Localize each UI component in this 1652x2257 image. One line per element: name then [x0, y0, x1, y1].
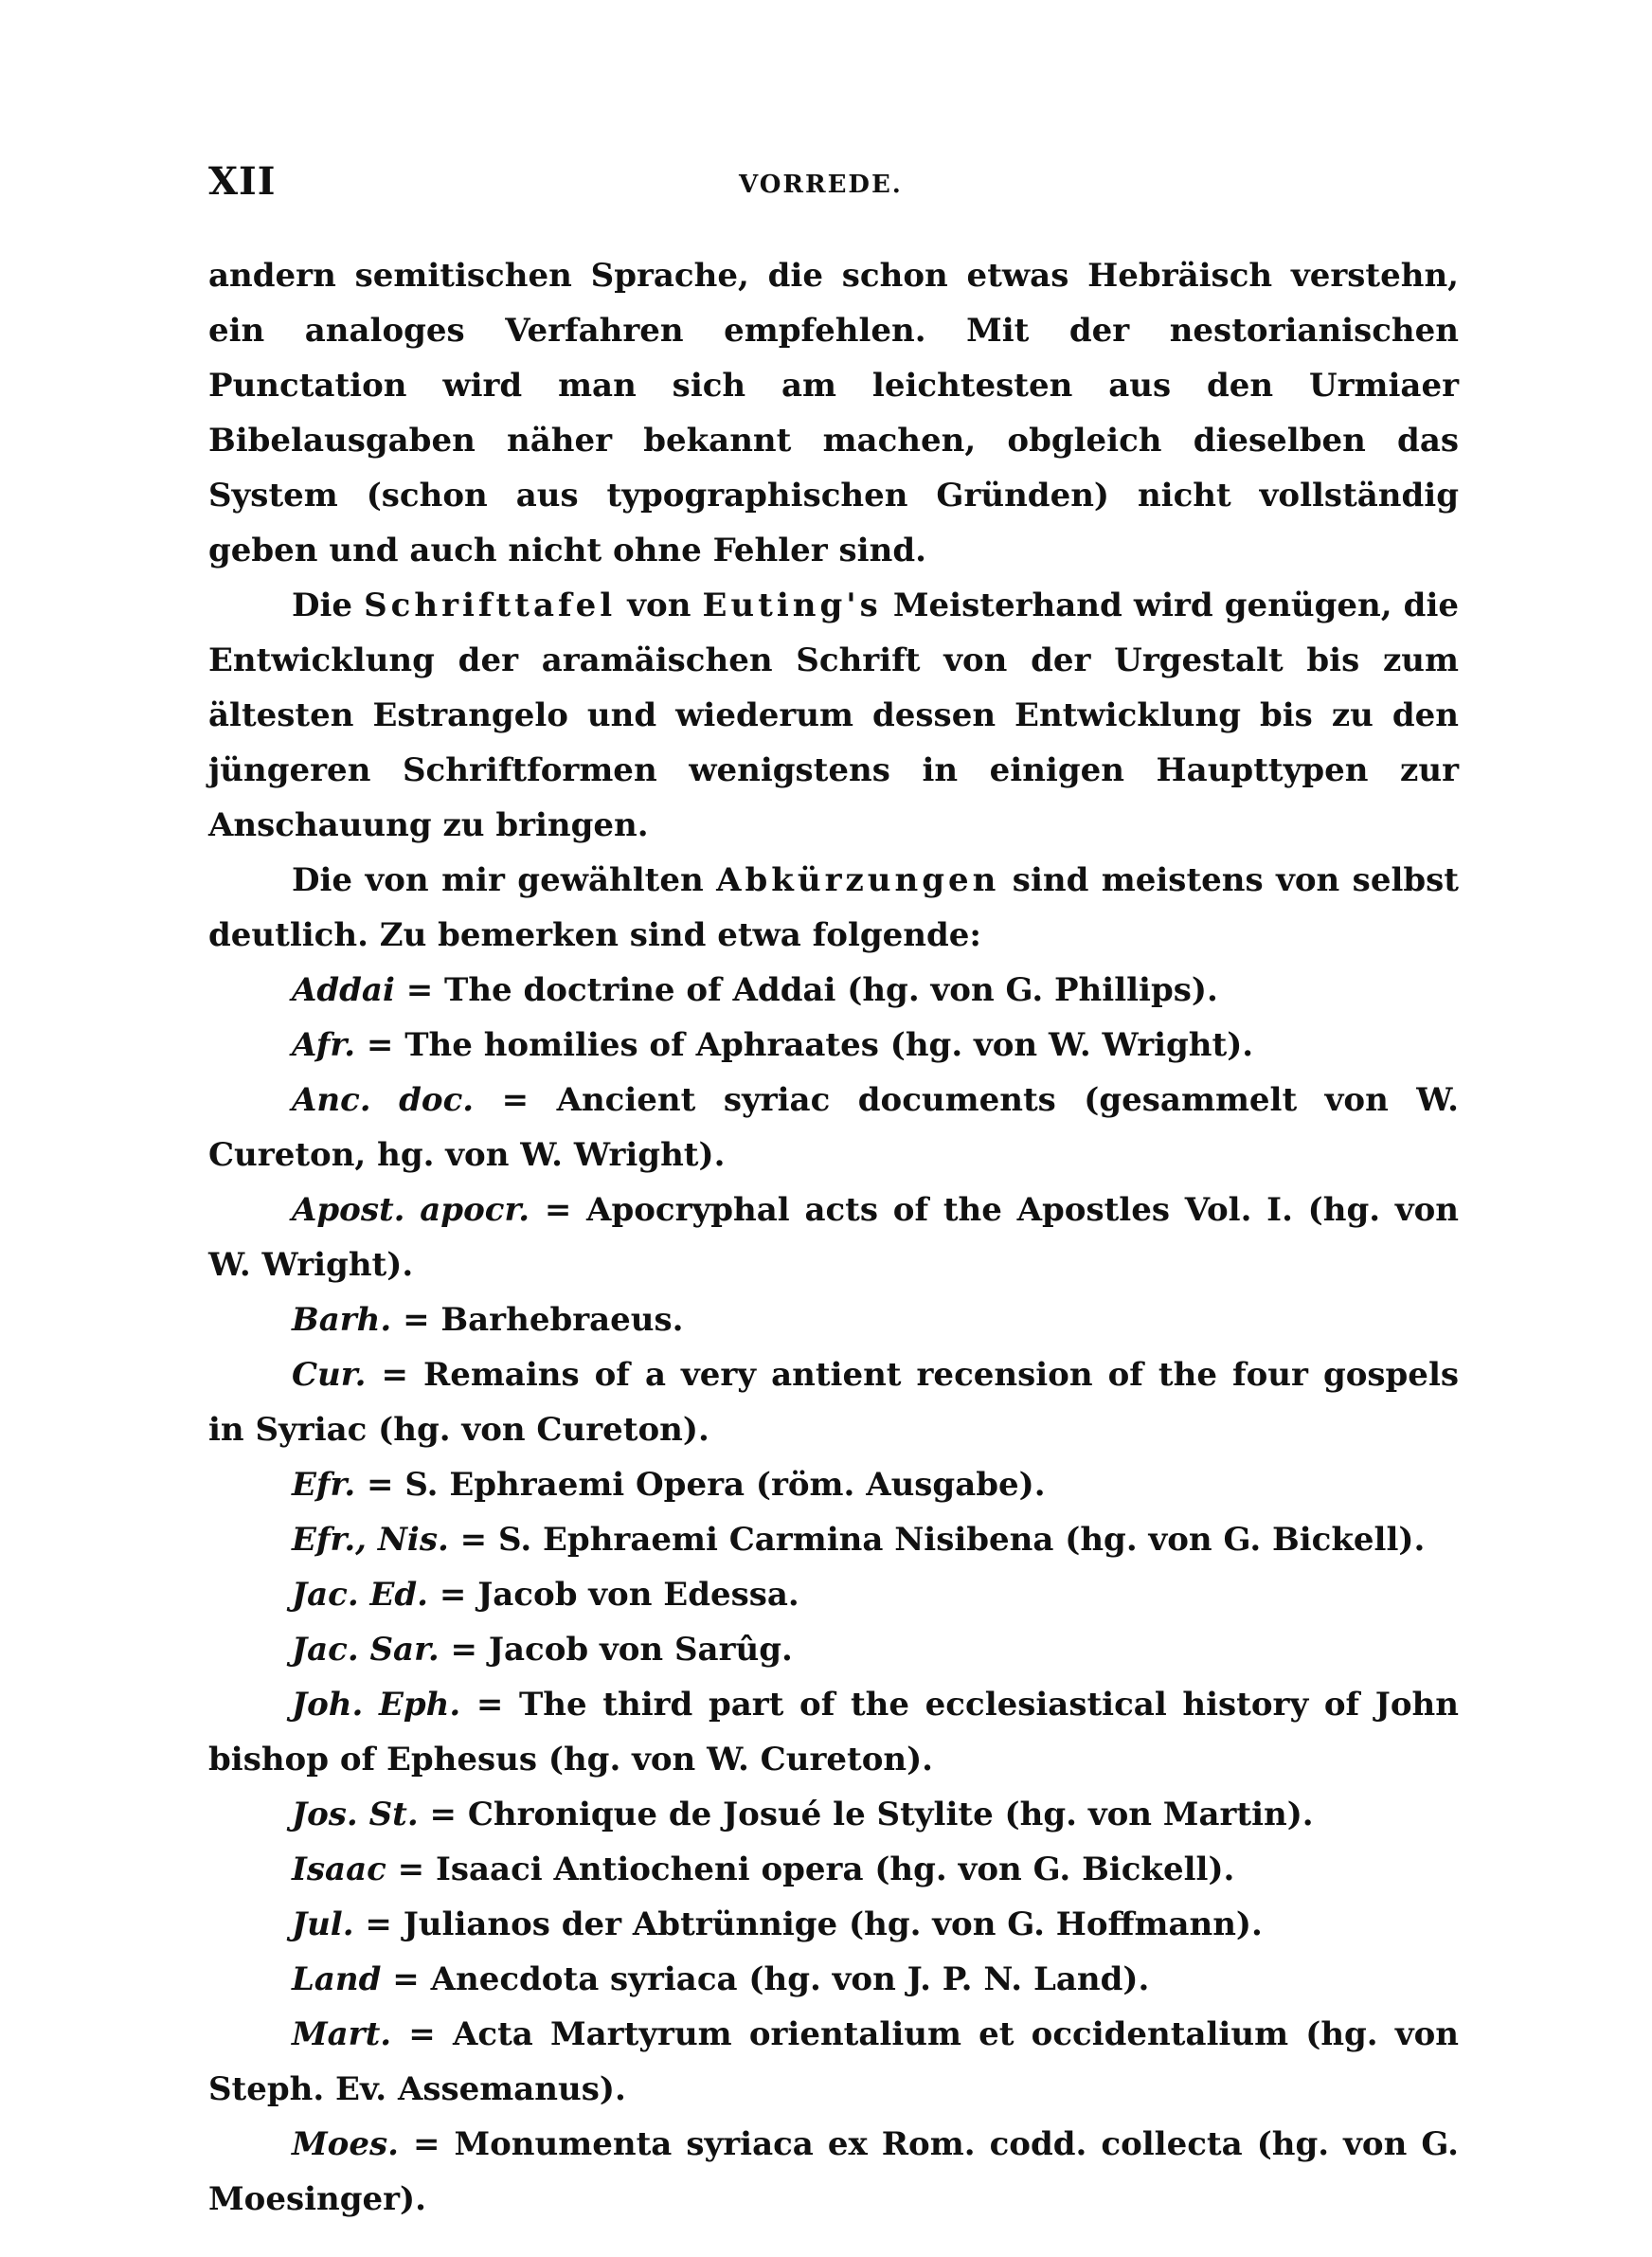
- abbreviation-term: Barh.: [292, 1301, 392, 1339]
- paragraph-text: Meisterhand wird genügen, die Entwicklung der aramäischen Schrift von der Urgestalt bis zum ältesten Estrangelo und wiederum dessen Entwicklung bis zu den jüngeren Schriftformen wenigstens in einigen Haupttypen zur Anschauung zu bringen.: [208, 587, 1460, 844]
- abbreviation-entry: [208, 1842, 1459, 1897]
- abbreviation-list: [208, 963, 1459, 2227]
- abbreviation-term: Jul.: [292, 1905, 354, 1943]
- abbreviation-term: Jac. Sar.: [292, 1631, 440, 1669]
- page-body: [208, 248, 1459, 2227]
- abbreviation-description: = Apocryphal acts of the Apostles Vol. I. (hg. von W. Wright).: [208, 1191, 1459, 1284]
- abbreviation-description: = S. Ephraemi Opera (röm. Ausgabe).: [355, 1466, 1046, 1504]
- paragraph-text: Die: [292, 587, 365, 624]
- abbreviation-entry: [208, 1347, 1459, 1457]
- abbreviation-entry: [208, 2007, 1459, 2117]
- abbreviation-description: = Remains of a very antient recension of the four gospels in Syriac (hg. von Cureton).: [208, 1356, 1459, 1449]
- abbreviation-term: Moes.: [292, 2125, 399, 2163]
- abbreviation-description: = Anecdota syriaca (hg. von J. P. N. Land).: [381, 1960, 1150, 1998]
- abbreviation-description: = Jacob von Edessa.: [428, 1576, 799, 1614]
- abbreviation-term: Jac. Ed.: [292, 1576, 429, 1614]
- abbreviation-entry: [208, 1897, 1459, 1952]
- abbreviation-entry: [208, 1512, 1459, 1567]
- abbreviation-term: Isaac: [292, 1851, 386, 1888]
- abbreviation-entry: [208, 1622, 1459, 1677]
- abbreviation-description: = Ancient syriac documents (gesammelt von W. Cureton, hg. von W. Wright).: [208, 1081, 1460, 1174]
- abbreviation-entry: [208, 1073, 1459, 1183]
- abbreviation-entry: [208, 1018, 1459, 1073]
- abbreviation-description: = The doctrine of Addai (hg. von G. Phillips).: [394, 971, 1218, 1009]
- emphasis-euting: Euting's: [702, 587, 882, 624]
- paragraph-schrifttafel: [208, 578, 1459, 853]
- abbreviation-entry: [208, 1567, 1459, 1622]
- abbreviation-description: = The third part of the ecclesiastical history of John bishop of Ephesus (hg. von W. Cureton).: [208, 1686, 1459, 1779]
- abbreviation-entry: [208, 1952, 1459, 2007]
- running-head: VORREDE.: [739, 171, 903, 199]
- abbreviation-description: = S. Ephraemi Carmina Nisibena (hg. von G. Bickell).: [448, 1521, 1426, 1559]
- page-number: XII: [208, 159, 277, 204]
- abbreviation-term: Apost. apocr.: [292, 1191, 530, 1229]
- paragraph-text: Die von mir gewählten: [292, 861, 717, 899]
- abbreviation-entry: [208, 2117, 1459, 2227]
- abbreviation-description: = Julianos der Abtrünnige (hg. von G. Hoffmann).: [353, 1905, 1263, 1943]
- abbreviation-term: Addai: [292, 971, 395, 1009]
- abbreviation-description: = Jacob von Sarûg.: [439, 1631, 793, 1669]
- abbreviation-term: Afr.: [292, 1026, 356, 1064]
- abbreviation-description: = Barhebraeus.: [391, 1301, 684, 1339]
- paragraph-text: sind meistens von selbst deutlich. Zu bemerken sind etwa folgende:: [208, 861, 1459, 954]
- abbreviation-entry: [208, 1183, 1459, 1292]
- abbreviation-description: = Isaaci Antiocheni opera (hg. von G. Bickell).: [386, 1851, 1235, 1888]
- abbreviation-term: Joh. Eph.: [292, 1686, 461, 1724]
- abbreviation-term: Efr., Nis.: [292, 1521, 449, 1559]
- abbreviation-term: Cur.: [292, 1356, 367, 1394]
- paragraph-punctation: andern semitischen Sprache, die schon etwas Hebräisch verstehn, ein analoges Verfahren empfehlen. Mit der nestorianischen Punctation wird man sich am leichtesten aus den Urmiaer Bibelausgaben näher bekannt machen, obgleich dieselben das System (schon aus typographischen Gründen) nicht vollständig geben und auch nicht ohne Fehler sind.: [208, 257, 1459, 569]
- abbreviation-entry: [208, 1677, 1459, 1787]
- abbreviation-term: Land: [292, 1960, 382, 1998]
- paragraph-abkuerzungen: [208, 853, 1459, 963]
- abbreviation-term: Anc. doc.: [292, 1081, 475, 1119]
- abbreviation-term: Efr.: [292, 1466, 356, 1504]
- page-header: [208, 159, 1459, 216]
- emphasis-schrifttafel: Schrifttafel: [364, 587, 617, 624]
- abbreviation-entry: [208, 1457, 1459, 1512]
- emphasis-abkuerzungen: Abkürzungen: [716, 861, 1000, 899]
- abbreviation-description: = The homilies of Aphraates (hg. von W. Wright).: [355, 1026, 1254, 1064]
- abbreviation-description: = Monumenta syriaca ex Rom. codd. collecta (hg. von G. Moesinger).: [208, 2125, 1459, 2218]
- abbreviation-entry: [208, 963, 1459, 1018]
- abbreviation-term: Jos. St.: [292, 1796, 419, 1833]
- paragraph-text: von: [616, 587, 703, 624]
- abbreviation-description: = Chronique de Josué le Stylite (hg. von Martin).: [418, 1796, 1314, 1833]
- abbreviation-term: Mart.: [292, 2015, 392, 2053]
- abbreviation-description: = Acta Martyrum orientalium et occidentalium (hg. von Steph. Ev. Assemanus).: [208, 2015, 1459, 2108]
- abbreviation-entry: [208, 1292, 1459, 1347]
- abbreviation-entry: [208, 1787, 1459, 1842]
